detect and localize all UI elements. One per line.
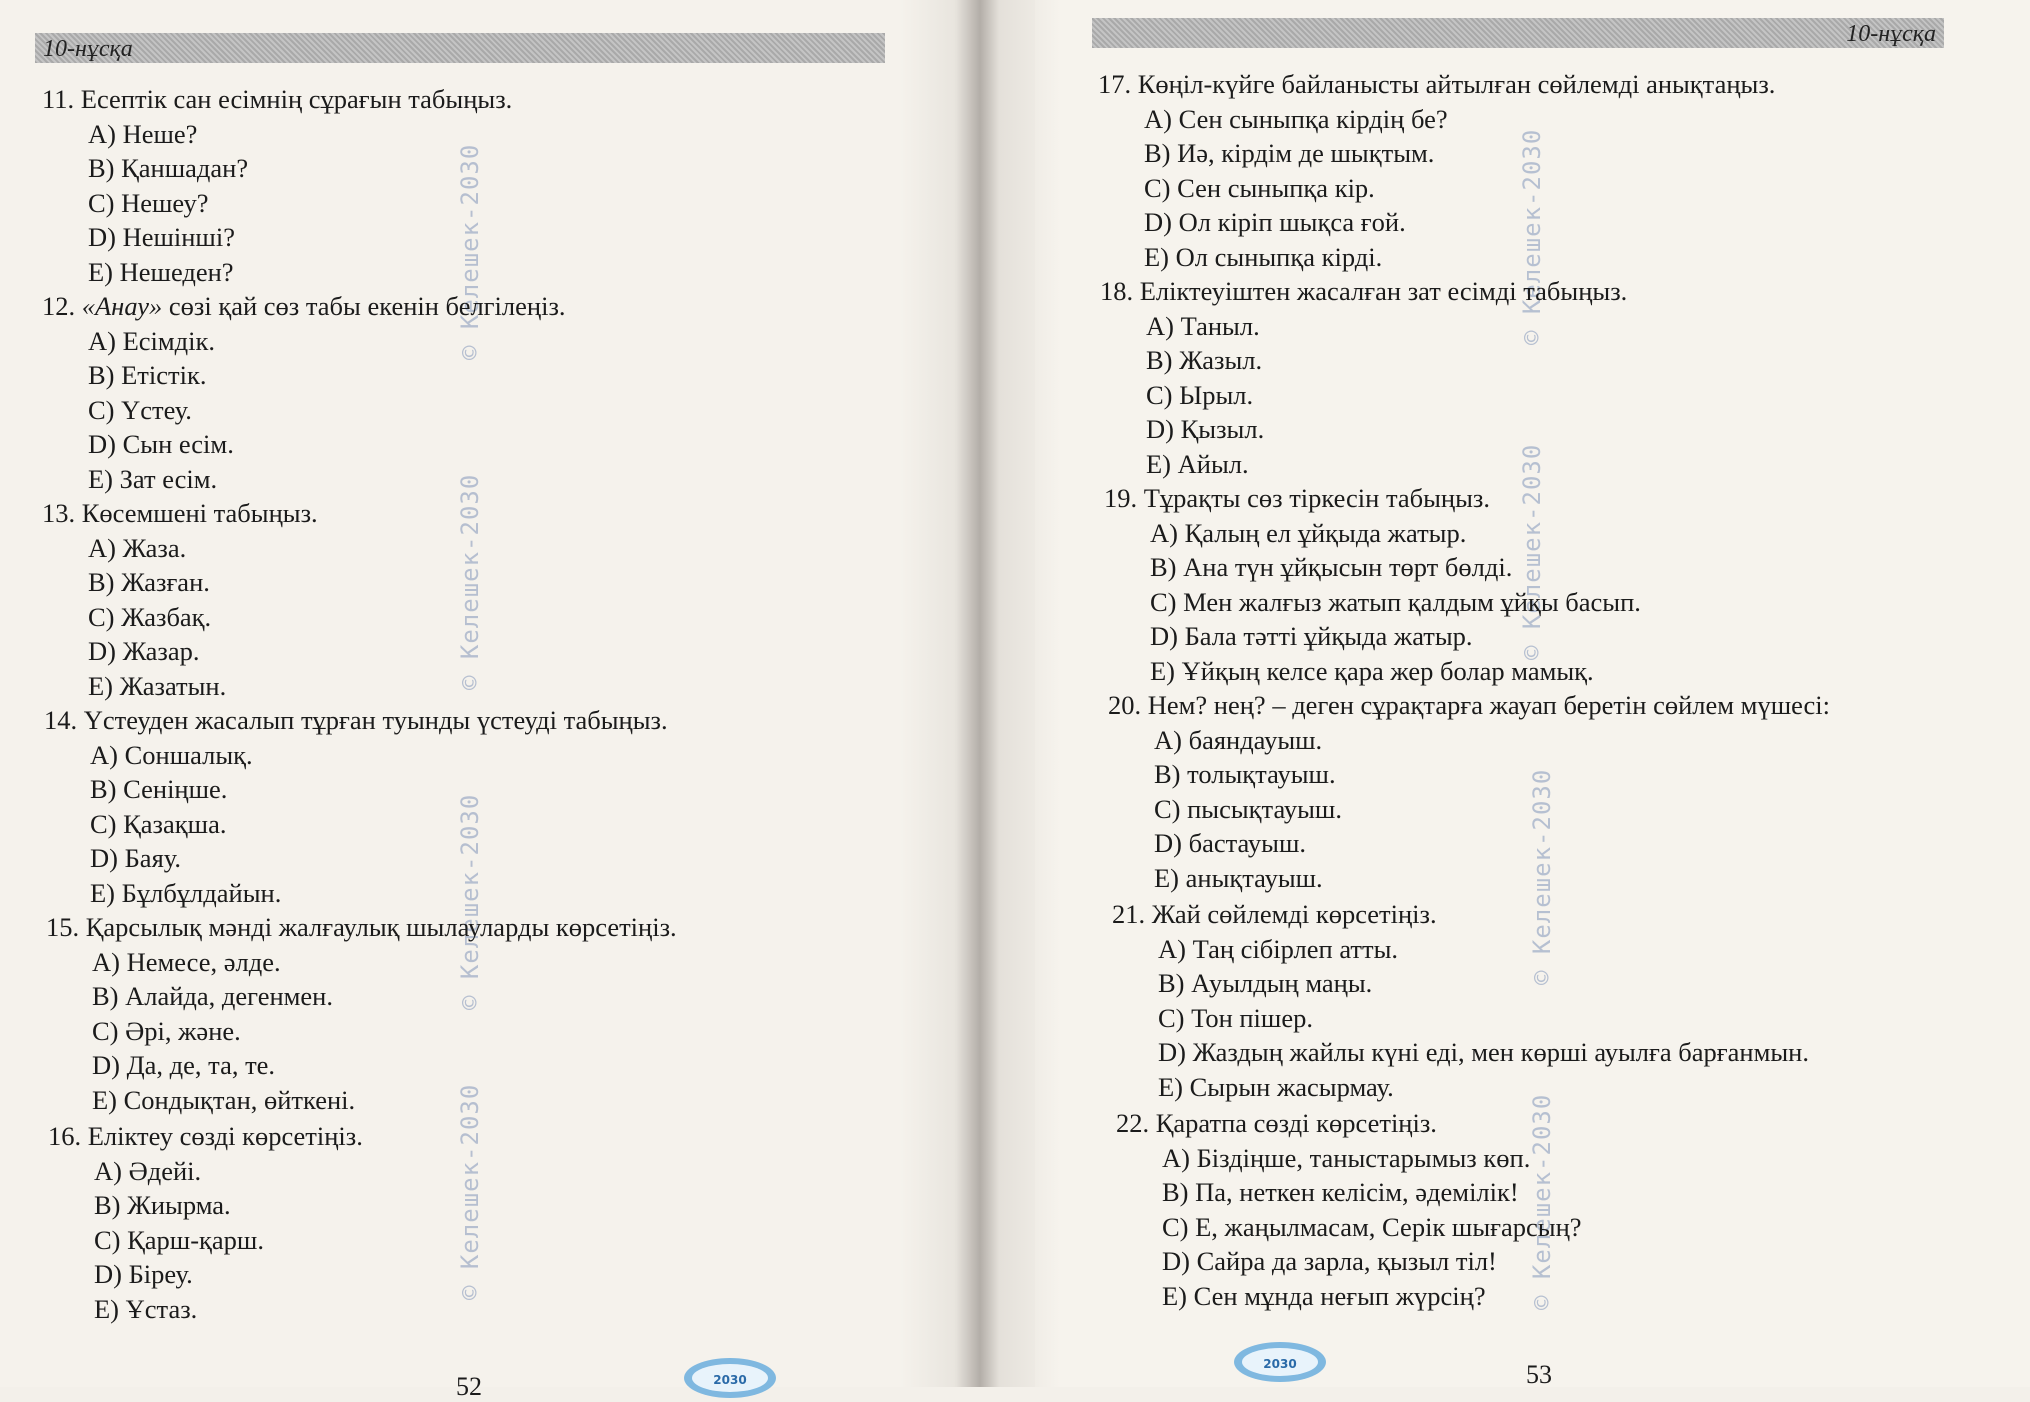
option-d: D) Біреу. bbox=[94, 1259, 193, 1289]
option-e: E) Сен мұнда неғып жүрсің? bbox=[1162, 1280, 1486, 1311]
option-e: E) Ол сыныпқа кірді. bbox=[1144, 241, 1383, 272]
option-b: B) Жиырма. bbox=[94, 1190, 231, 1220]
option-d: D) Сын есім. bbox=[88, 429, 234, 459]
question-title: 12. «Анау» сөзі қай сөз табы екенін белгілеңіз. bbox=[42, 291, 566, 321]
option-c: C) Сен сыныпқа кір. bbox=[1144, 172, 1375, 203]
option-b: B) толықтауыш. bbox=[1154, 759, 1336, 789]
right-page-header bbox=[1092, 18, 1944, 48]
watermark: © Келешек-2030 bbox=[456, 473, 484, 690]
option-b: B) Па, неткен келісім, әдемілік! bbox=[1162, 1177, 1519, 1207]
option-a: A) Жаза. bbox=[88, 532, 187, 563]
option-c: C) Әрі, және. bbox=[92, 1015, 241, 1046]
logo-label: 2030 bbox=[713, 1373, 747, 1387]
option-b: B) Жазыл. bbox=[1146, 345, 1263, 375]
question-title: 14. Үстеуден жасалып тұрған туынды үстеуді табыңыз. bbox=[44, 705, 668, 735]
option-e: E) Зат есім. bbox=[88, 463, 218, 494]
option-e: E) Сондықтан, өйткені. bbox=[92, 1084, 356, 1115]
question-19 bbox=[1104, 481, 1641, 688]
option-c: C) Жазбақ. bbox=[88, 601, 212, 632]
question-title: 21. Жай сөйлемді көрсетіңіз. bbox=[1112, 899, 1437, 929]
option-a: A) Біздіңше, таныстарымыз көп. bbox=[1162, 1142, 1531, 1173]
option-e: E) Бұлбұлдайын. bbox=[90, 877, 282, 908]
option-b: B) Иә, кірдім де шықтым. bbox=[1144, 138, 1435, 168]
watermark: © Келешек-2030 bbox=[456, 143, 484, 360]
question-17 bbox=[1098, 67, 1775, 274]
question-title: 16. Еліктеу сөзді көрсетіңіз. bbox=[48, 1121, 363, 1151]
watermark: © Келешек-2030 bbox=[1518, 128, 1546, 345]
question-title: 18. Еліктеуіштен жасалған зат есімді табыңыз. bbox=[1100, 276, 1628, 306]
logo-label: 2030 bbox=[1263, 1357, 1297, 1371]
option-d: D) Да, де, та, те. bbox=[92, 1050, 276, 1080]
option-d: D) Нешінші? bbox=[88, 222, 235, 252]
option-e: E) Нешеден? bbox=[88, 256, 234, 287]
option-c: C) Е, жаңылмасам, Серік шығарсың? bbox=[1162, 1211, 1582, 1242]
option-a: A) Есімдік. bbox=[88, 325, 216, 356]
option-e: E) Ұйқың келсе қара жер болар мамық. bbox=[1150, 655, 1594, 686]
question-16 bbox=[48, 1119, 363, 1326]
option-c: C) Қарш-қарш. bbox=[94, 1224, 264, 1255]
question-14 bbox=[44, 703, 668, 910]
publisher-logo bbox=[1232, 1340, 1328, 1384]
question-20 bbox=[1108, 688, 1830, 895]
option-b: B) Етістік. bbox=[88, 360, 207, 390]
option-a: A) Әдейі. bbox=[94, 1155, 202, 1186]
watermark: © Келешек-2030 bbox=[1528, 1093, 1556, 1310]
left-page-header bbox=[35, 33, 885, 63]
option-c: C) Нешеу? bbox=[88, 187, 209, 218]
question-11 bbox=[42, 82, 512, 289]
option-a: A) Таныл. bbox=[1146, 310, 1260, 341]
option-d: D) Бала тәтті ұйқыда жатыр. bbox=[1150, 621, 1473, 651]
option-e: E) Сырын жасырмау. bbox=[1158, 1071, 1394, 1102]
watermark: © Келешек-2030 bbox=[1528, 768, 1556, 985]
option-d: D) Ол кіріп шықса ғой. bbox=[1144, 207, 1406, 237]
option-a: A) Неше? bbox=[88, 118, 198, 149]
option-a: A) Соншалық. bbox=[90, 739, 253, 770]
option-b: B) Ана түн ұйқысын төрт бөлді. bbox=[1150, 552, 1513, 582]
question-12 bbox=[42, 289, 566, 496]
option-d: D) Сайра да зарла, қызыл тіл! bbox=[1162, 1246, 1497, 1276]
option-a: A) Сен сыныпқа кірдің бе? bbox=[1144, 103, 1448, 134]
question-title: 15. Қарсылық мәнді жалғаулық шылауларды көрсетіңіз. bbox=[46, 912, 677, 942]
option-e: E) Ұстаз. bbox=[94, 1293, 198, 1324]
option-d: D) Қызыл. bbox=[1146, 414, 1265, 444]
question-15 bbox=[46, 910, 677, 1117]
option-a: A) Немесе, әлде. bbox=[92, 946, 281, 977]
question-22 bbox=[1116, 1106, 1582, 1313]
option-a: A) Таң сібірлеп атты. bbox=[1158, 933, 1399, 964]
option-e: E) анықтауыш. bbox=[1154, 862, 1323, 893]
question-title: 13. Көсемшені табыңыз. bbox=[42, 498, 318, 528]
publisher-logo bbox=[682, 1354, 778, 1398]
question-13 bbox=[42, 496, 318, 703]
question-title: 19. Тұрақты сөз тіркесін табыңыз. bbox=[1104, 483, 1490, 513]
right-page-number: 53 bbox=[1526, 1360, 1552, 1389]
option-d: D) бастауыш. bbox=[1154, 828, 1306, 858]
option-d: D) Баяу. bbox=[90, 843, 181, 873]
option-c: C) Мен жалғыз жатып қалдым ұйқы басып. bbox=[1150, 586, 1641, 617]
option-a: A) Қалың ел ұйқыда жатыр. bbox=[1150, 517, 1467, 548]
option-b: B) Алайда, дегенмен. bbox=[92, 981, 333, 1011]
option-b: B) Ауылдың маңы. bbox=[1158, 968, 1373, 998]
option-a: A) баяндауыш. bbox=[1154, 724, 1323, 755]
option-c: C) Ырыл. bbox=[1146, 379, 1254, 410]
option-d: D) Жаздың жайлы күні еді, мен көрші ауылға барғанмын. bbox=[1158, 1037, 1809, 1067]
book-spine-shadow bbox=[900, 0, 1060, 1387]
option-d: D) Жазар. bbox=[88, 636, 200, 666]
option-e: E) Айыл. bbox=[1146, 448, 1249, 479]
watermark: © Келешек-2030 bbox=[456, 793, 484, 1010]
option-b: B) Сенiңше. bbox=[90, 774, 228, 804]
option-c: C) Тон пішер. bbox=[1158, 1002, 1313, 1033]
option-c: C) Үстеу. bbox=[88, 394, 192, 425]
question-title: 17. Көңіл-күйге байланысты айтылған сөйлемді анықтаңыз. bbox=[1098, 69, 1776, 99]
option-b: B) Қаншадан? bbox=[88, 153, 249, 183]
question-title: 22. Қаратпа сөзді көрсетіңіз. bbox=[1116, 1108, 1437, 1138]
left-header-label: 10-нұсқа bbox=[43, 36, 133, 62]
option-e: E) Жазатын. bbox=[88, 670, 227, 701]
question-21 bbox=[1112, 897, 1809, 1104]
question-title: 11. Есептік сан есімнің сұрағын табыңыз. bbox=[42, 84, 513, 114]
watermark: © Келешек-2030 bbox=[456, 1083, 484, 1300]
watermark: © Келешек-2030 bbox=[1518, 443, 1546, 660]
option-b: B) Жазған. bbox=[88, 567, 210, 597]
option-c: C) Қазақша. bbox=[90, 808, 227, 839]
right-header-label: 10-нұсқа bbox=[1846, 21, 1936, 47]
option-c: C) пысықтауыш. bbox=[1154, 793, 1342, 824]
question-18 bbox=[1100, 274, 1627, 481]
left-page-number: 52 bbox=[456, 1372, 482, 1401]
question-title: 20. Нем? нең? – деген сұрақтарға жауап беретін сөйлем мүшесі: bbox=[1108, 690, 1831, 720]
